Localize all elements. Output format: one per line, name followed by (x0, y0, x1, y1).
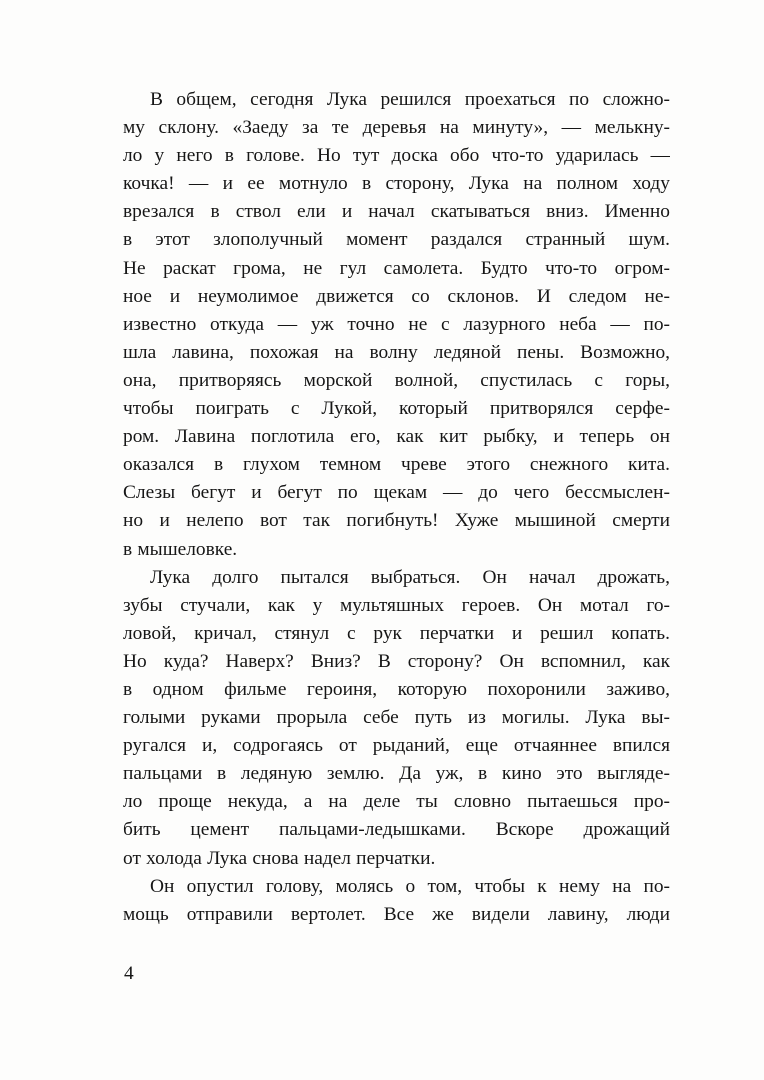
text-line: ное и неумолимое движется со склонов. И следом не- (123, 285, 670, 307)
text-line: в одном фильме героиня, которую похоронили заживо, (123, 678, 670, 700)
text-line: голыми руками прорыла себе путь из могилы. Лука вы- (123, 707, 670, 729)
text-line: шла лавина, похожая на волну ледяной пены. Возможно, (123, 341, 670, 363)
text-line: кочка! — и ее мотнуло в сторону, Лука на полном ходу (123, 173, 670, 195)
text-line: ругался и, содрогаясь от рыданий, еще отчаяннее впился (123, 735, 670, 757)
text-line: пальцами в ледяную землю. Да уж, в кино это выгляде- (123, 763, 670, 785)
text-line: В общем, сегодня Лука решился проехаться по сложно- (150, 89, 670, 110)
text-line: му склону. «Заеду за те деревья на минуту», — мелькну- (123, 117, 670, 139)
page-number: 4 (124, 963, 134, 984)
text-line: зубы стучали, как у мультяшных героев. Он мотал го- (123, 594, 670, 616)
text-line: ло проще некуда, а на деле ты словно пытаешься про- (123, 791, 670, 813)
text-line: Но куда? Наверх? Вниз? В сторону? Он вспомнил, как (123, 650, 670, 672)
text-line: от холода Лука снова надел перчатки. (123, 847, 436, 869)
text-line: в этот злополучный момент раздался странный шум. (123, 229, 670, 251)
text-line: оказался в глухом темном чреве этого снежного кита. (123, 454, 670, 476)
text-line: чтобы поиграть с Лукой, который притворялся серфе- (123, 398, 670, 420)
text-line: бить цемент пальцами-ледышками. Вскоре дрожащий (123, 819, 670, 841)
text-line: Он опустил голову, молясь о том, чтобы к нему на по- (150, 875, 670, 897)
text-line: но и нелепо вот так погибнуть! Хуже мышиной смерти (123, 510, 670, 532)
text-line: ло у него в голове. Но тут доска обо что-то ударилась — (123, 145, 670, 167)
text-line: мощь отправили вертолет. Все же видели лавину, люди (123, 903, 670, 925)
page-text-block (123, 86, 670, 929)
text-line: Не раскат грома, не гул самолета. Будто что-то огром- (123, 257, 670, 279)
text-line: она, притворяясь морской волной, спустилась с горы, (123, 369, 670, 391)
text-line: врезался в ствол ели и начал скатываться вниз. Именно (123, 201, 670, 223)
text-line: ром. Лавина поглотила его, как кит рыбку, и теперь он (123, 426, 670, 448)
text-line: в мышеловке. (123, 538, 238, 560)
text-line: Лука долго пытался выбраться. Он начал дрожать, (150, 566, 670, 588)
text-line: Слезы бегут и бегут по щекам — до чего бессмыслен- (123, 482, 670, 504)
text-line: ловой, кричал, стянул с рук перчатки и решил копать. (123, 622, 670, 644)
text-line: известно откуда — уж точно не с лазурного неба — по- (123, 313, 670, 335)
